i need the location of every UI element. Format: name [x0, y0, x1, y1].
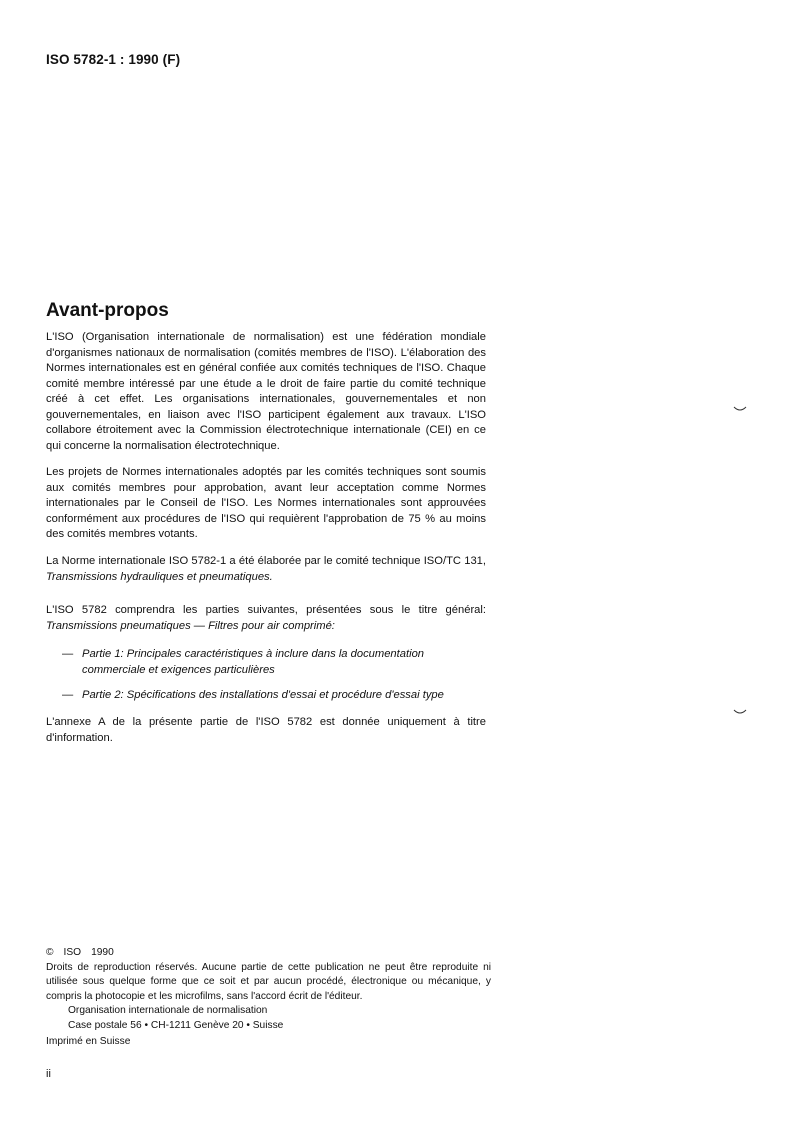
foreword-paragraph-2: Les projets de Normes internationales adoptés par les comités techniques sont soumis aux comités membres pour approbation, avant leur acceptation comme Normes internationales par le Conseil de l'ISO. Les Normes internationales sont approuvées conformément aux procédures de l'ISO qui requièrent l'approbation de 75 % au moins des comités membres votants. — [46, 466, 486, 540]
copyright-line — [46, 946, 491, 961]
copyright-icon: © — [46, 947, 54, 958]
committee-title: Transmissions hydrauliques et pneumatiques. — [46, 570, 273, 583]
list-dash: — — [62, 689, 74, 701]
copyright-owner: ISO — [63, 947, 82, 958]
general-title: Transmissions pneumatiques — Filtres pour air comprimé: — [46, 619, 335, 632]
page-number: ii — [46, 1068, 51, 1080]
organisation-name: Organisation internationale de normalisation — [68, 1005, 268, 1016]
foreword-paragraph-4 — [46, 603, 486, 634]
copyright-block — [46, 946, 491, 1050]
rights-notice: Droits de reproduction réservés. Aucune partie de cette publication ne peut être reproduite ni utilisée sous quelque forme que ce soit et par aucun procédé, électronique ou mécanique, y compris la photocopie et les microfilms, sans l'accord écrit de l'éditeur. — [46, 961, 491, 1002]
list-dash: — — [62, 648, 74, 660]
section-title: Avant-propos — [46, 300, 169, 321]
paragraph-4-text: L'ISO 5782 comprendra les parties suivantes, présentées sous le titre général: — [46, 604, 486, 616]
list-item — [62, 688, 486, 704]
foreword-paragraph-3 — [46, 554, 486, 585]
list-item — [62, 647, 486, 678]
foreword-paragraph-5: L'annexe A de la présente partie de l'ISO 5782 est donnée uniquement à titre d'information. — [46, 716, 486, 744]
part-1-title: Partie 1: Principales caractéristiques à inclure dans la documentation commerciale et exigences particulières — [82, 648, 425, 676]
paragraph-3-text: La Norme internationale ISO 5782-1 a été élaborée par le comité technique ISO/TC 131, — [46, 555, 486, 567]
part-2-title: Partie 2: Spécifications des installations d'essai et procédure d'essai type — [82, 689, 444, 701]
foreword-paragraph-1: L'ISO (Organisation internationale de normalisation) est une fédération mondiale d'organismes nationaux de normalisation (comités membres de l'ISO). L'élaboration des Normes internationales est en général confiée aux comités techniques de l'ISO. Chaque comité membre intéressé par une étude a le droit de faire partie du comité technique créé à cet effet. Les organisations internationales, gouvernementales et non gouvernementales, en liaison avec l'ISO participent également aux travaux. L'ISO collabore étroitement avec la Commission électrotechnique internationale (CEI) en ce qui concerne la normalisation électrotechnique. — [46, 331, 486, 452]
printed-in: Imprimé en Suisse — [46, 1036, 131, 1047]
document-reference: ISO 5782-1 : 1990 (F) — [46, 52, 181, 67]
margin-mark-icon — [733, 708, 747, 716]
organisation-address: Case postale 56 • CH-1211 Genève 20 • Suisse — [68, 1019, 284, 1031]
margin-mark-icon — [733, 405, 747, 413]
copyright-year: 1990 — [91, 947, 114, 958]
